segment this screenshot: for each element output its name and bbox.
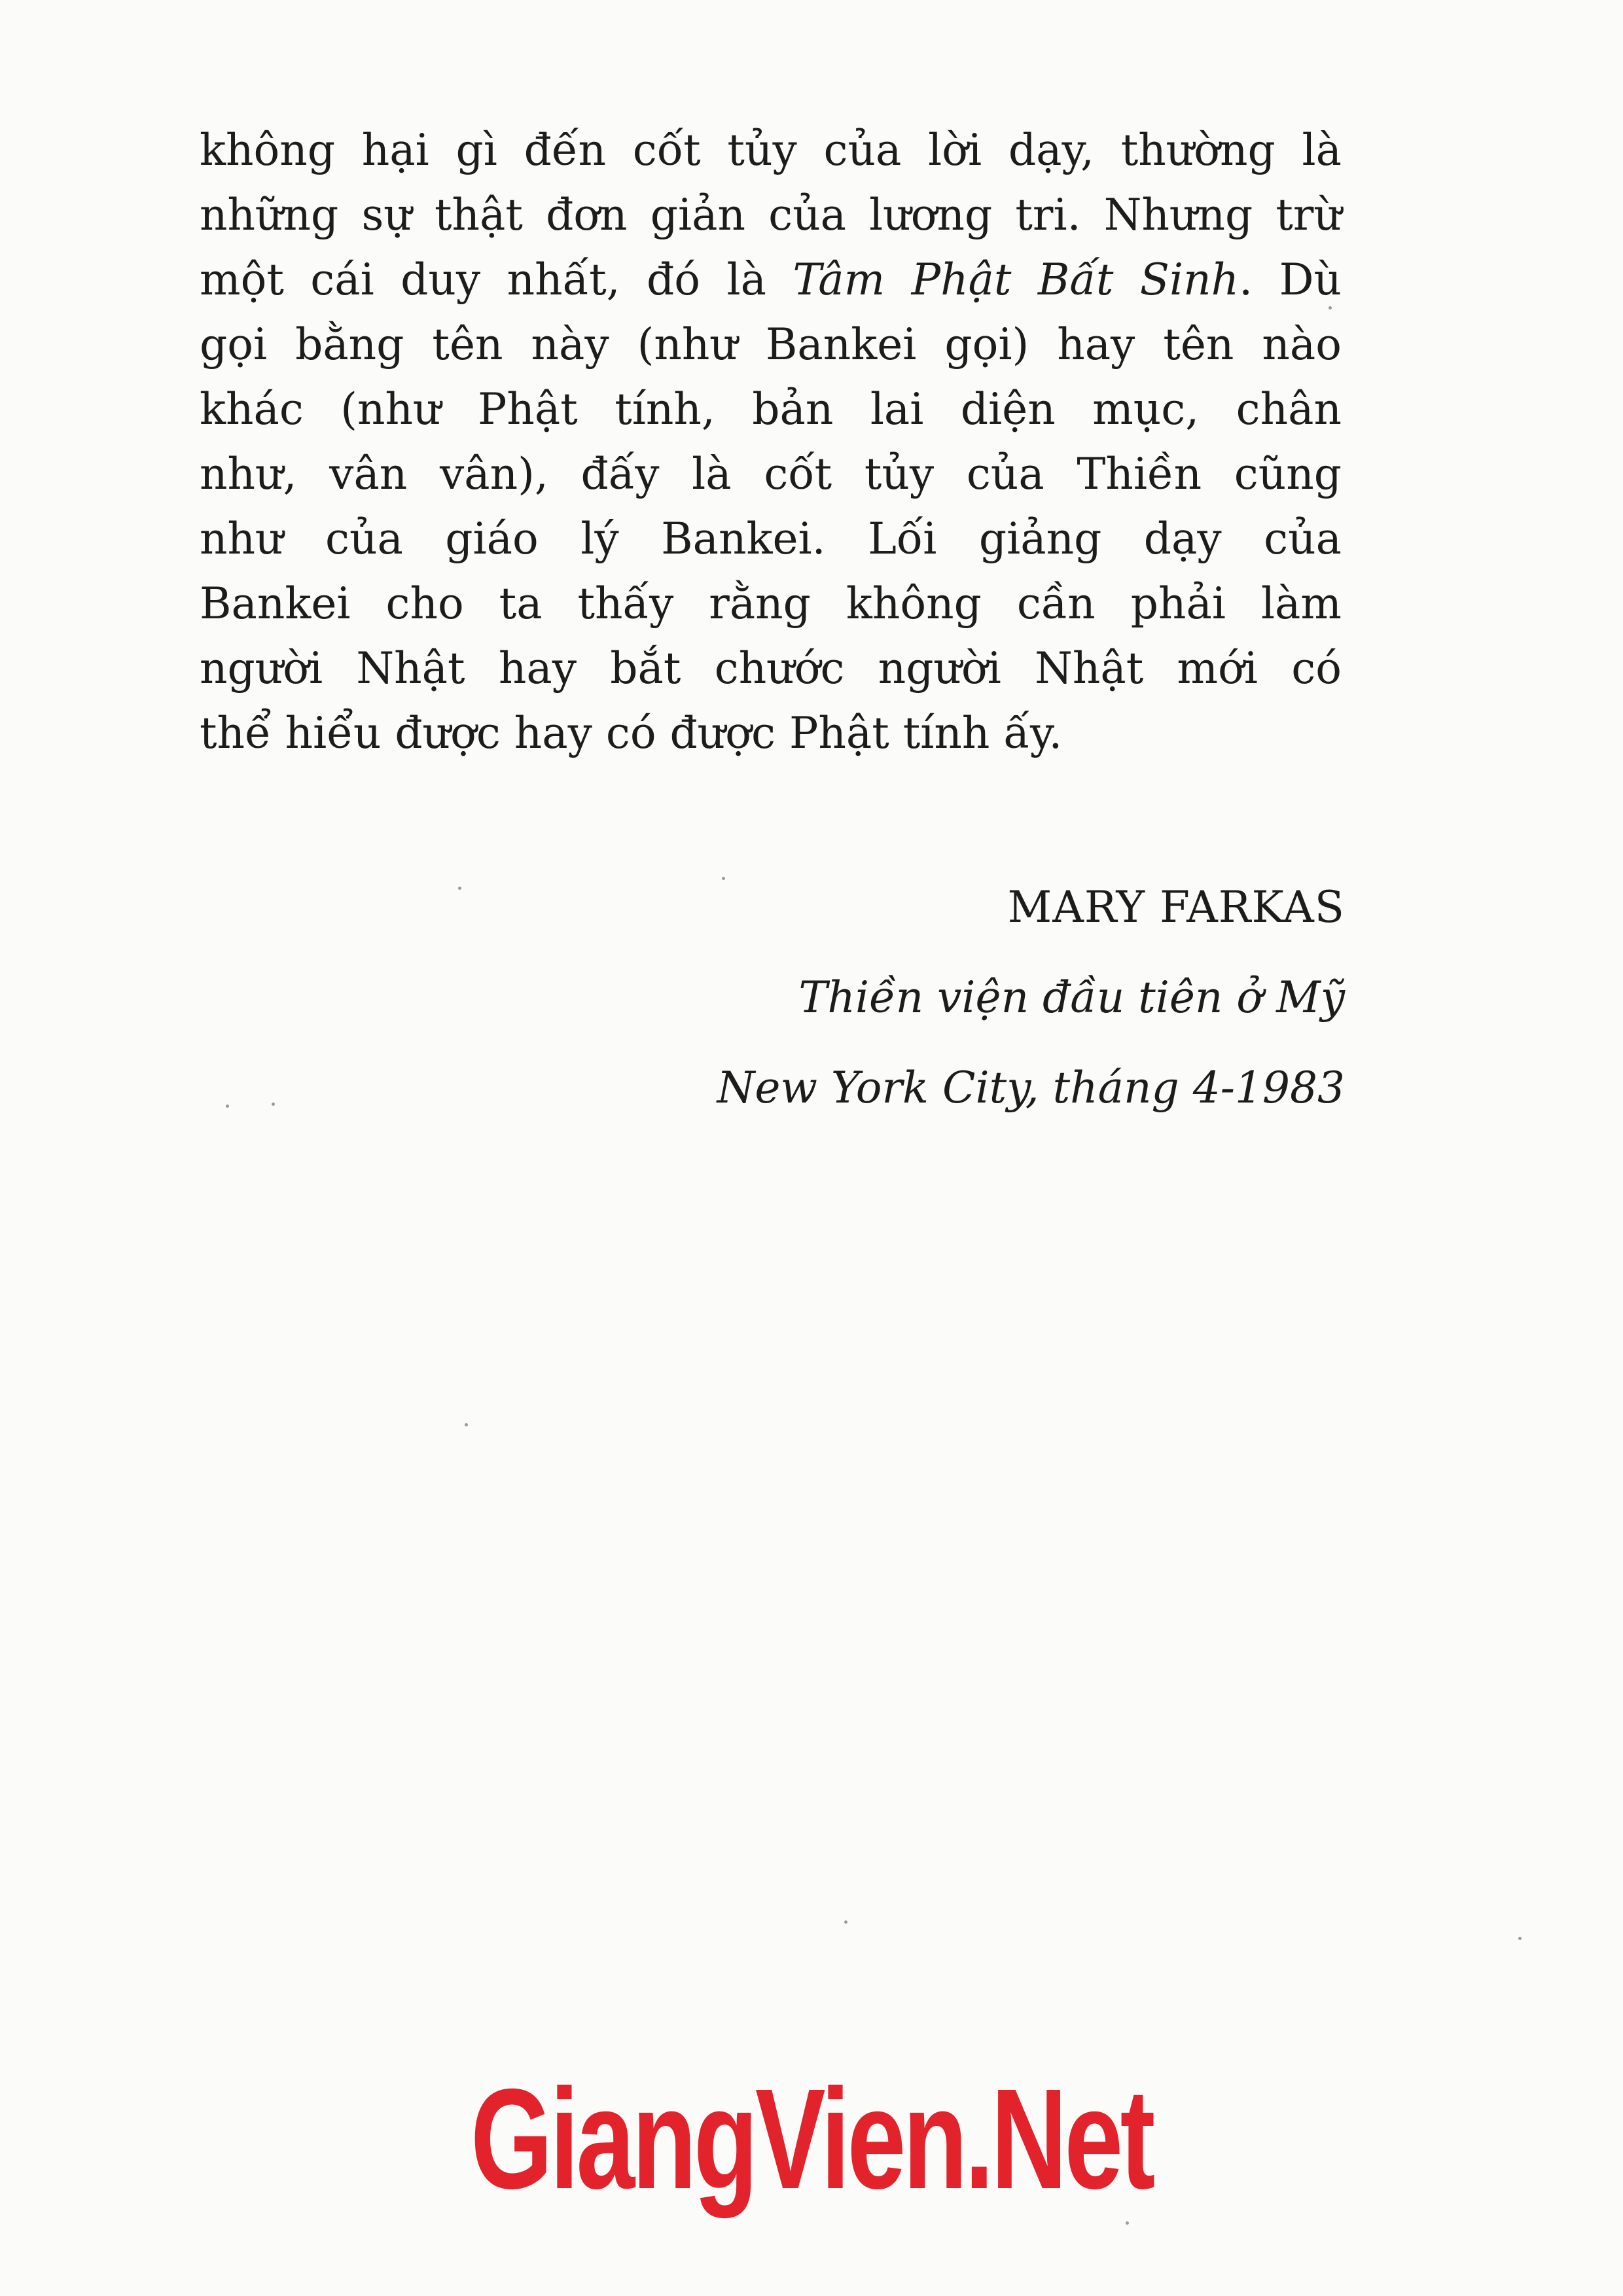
- paragraph-line: không hại gì đến cốt tủy của lời dạy, thường là: [200, 125, 1342, 175]
- paragraph-line: như, vân vân), đấy là cốt tủy của Thiền cũng: [200, 449, 1342, 499]
- emphasis-term: Tâm Phật Bất Sinh: [793, 255, 1240, 305]
- scan-speck: [458, 887, 461, 890]
- paragraph-line: thể hiểu được hay có được Phật tính ấy.: [200, 708, 1063, 758]
- paragraph-line: như của giáo lý Bankei. Lối giảng dạy của: [200, 514, 1342, 564]
- place-and-date: New York City, tháng 4-1983: [717, 1063, 1345, 1113]
- paragraph-line: những sự thật đơn giản của lương tri. Nhưng trừ: [200, 190, 1342, 240]
- author-organization: Thiền viện đầu tiên ở Mỹ: [798, 972, 1345, 1023]
- body-paragraph: [200, 118, 1342, 766]
- paragraph-line: gọi bằng tên này (như Bankei gọi) hay tên nào: [200, 319, 1342, 370]
- paragraph-line: người Nhật hay bắt chước người Nhật mới có: [200, 643, 1342, 694]
- scan-speck: [722, 877, 725, 880]
- scan-speck: [226, 1104, 229, 1108]
- paragraph-line: khác (như Phật tính, bản lai diện mục, chân: [200, 384, 1342, 434]
- line-text: . Dù: [1239, 255, 1342, 305]
- line-text: một cái duy nhất, đó là: [200, 255, 793, 305]
- scan-speck: [272, 1103, 275, 1106]
- scan-speck: [1126, 2221, 1129, 2225]
- scan-speck: [1329, 306, 1332, 309]
- author-name: MARY FARKAS: [1007, 882, 1345, 932]
- paragraph-line: Bankei cho ta thấy rằng không cần phải làm: [200, 578, 1342, 629]
- scan-speck: [844, 1920, 847, 1924]
- watermark-logo: GiangVien.Net: [471, 2060, 1152, 2219]
- scan-speck: [465, 1423, 468, 1426]
- signature-block: [717, 882, 1345, 1113]
- scan-speck: [1518, 1937, 1522, 1940]
- paragraph-line: [200, 247, 1342, 312]
